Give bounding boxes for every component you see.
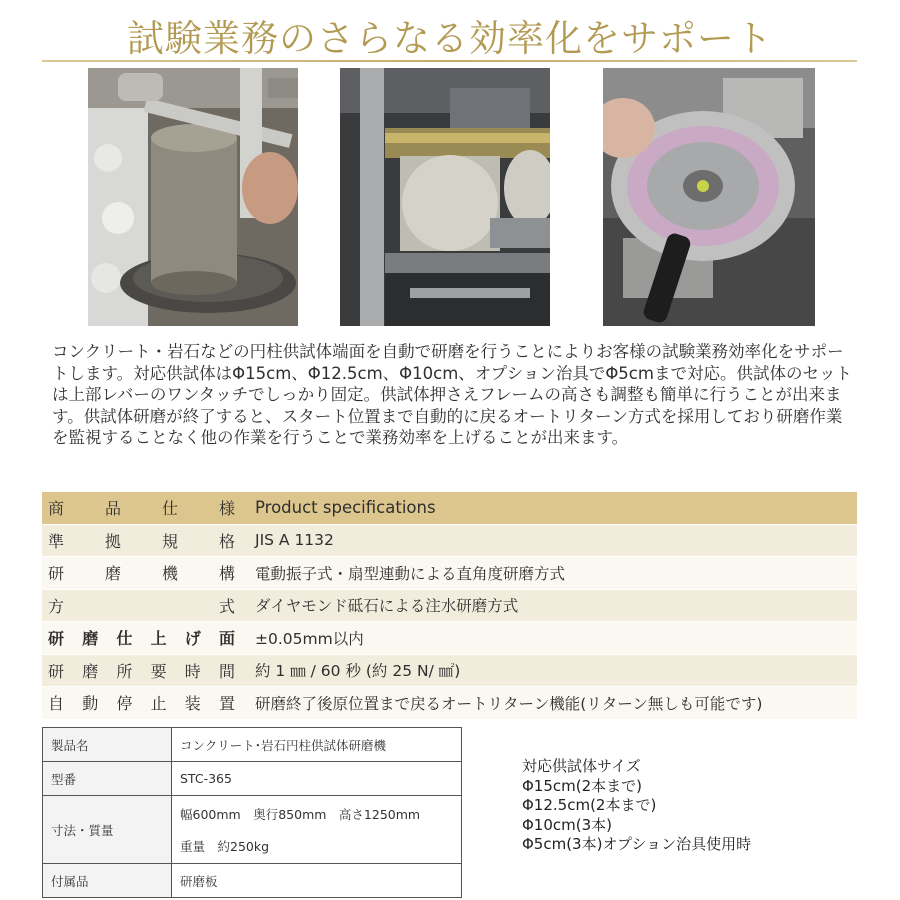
info-value: STC-365 <box>172 762 462 796</box>
spec-label-char: 研 <box>48 564 65 584</box>
spec-label-char: 磨 <box>82 661 99 681</box>
table-row <box>43 728 462 762</box>
product-info-table <box>42 727 462 898</box>
info-value-dims <box>172 796 462 864</box>
spec-label-char: 構 <box>218 564 235 584</box>
spec-label-char: 磨 <box>82 629 99 649</box>
spec-label-char: 仕 <box>161 499 178 519</box>
spec-label-char: 式 <box>218 596 235 616</box>
sizes-heading: 対応供試体サイズ <box>522 757 641 775</box>
spec-label-char: げ <box>184 629 201 649</box>
spec-value: Product specifications <box>255 498 436 518</box>
table-row <box>43 864 462 898</box>
photo-specimen-measurement <box>88 68 298 326</box>
spec-label-char: 研 <box>48 629 65 649</box>
spec-label <box>42 561 247 584</box>
spec-label-char: 品 <box>104 499 121 519</box>
spec-value: 電動振子式・扇型連動による直角度研磨方式 <box>255 564 566 583</box>
spec-label-char: 方 <box>48 596 65 616</box>
spec-value: ダイヤモンド砥石による注水研磨方式 <box>255 597 519 616</box>
spec-value: 研磨終了後原位置まで戻るオートリターン機能(リターン無しも可能です) <box>255 694 763 713</box>
info-key: 製品名 <box>43 728 172 762</box>
spec-row-standard <box>42 525 857 557</box>
photo-grinding-disk <box>603 68 815 326</box>
spec-label-char: 装 <box>184 694 201 714</box>
spec-row-method <box>42 590 857 622</box>
spec-label-char: 磨 <box>104 564 121 584</box>
spec-label-char: 所 <box>116 661 133 681</box>
spec-table <box>42 492 857 720</box>
list-item: Φ5cm(3本)オプション治具使用時 <box>522 835 752 853</box>
spec-label <box>42 691 247 714</box>
info-value: 研磨板 <box>172 864 462 898</box>
description-text: コンクリート・岩石などの円柱供試体端面を自動で研磨を行うことによりお客様の試験業務効率化をサポートします。対応供試体はΦ15cm、Φ12.5cm、Φ10cm、オプション治具でΦ5cmまで対応。供試体のセットは上部レバーのワンタッチでしっかり固定。供試体押さえフレームの高さも調整も簡単に行うことが出来ます。供試体研磨が終了すると、スタート位置まで自動的に戻るオートリターン方式を採用しており研磨作業を監視することなく他の作業を行うことで業務効率を上げることが出来ます。 <box>52 342 852 447</box>
title-divider <box>42 60 857 62</box>
spec-label-char: 機 <box>161 564 178 584</box>
table-row <box>43 796 462 864</box>
spec-label-char: 商 <box>48 499 65 519</box>
spec-label-char: 時 <box>184 661 201 681</box>
weight-text: 重量 約250kg <box>180 838 270 854</box>
spec-label <box>42 594 247 617</box>
spec-label-char: 拠 <box>104 531 121 551</box>
info-value: コンクリート･岩石円柱供試体研磨機 <box>172 728 462 762</box>
spec-label <box>42 529 247 552</box>
spec-label-char: 自 <box>48 694 65 714</box>
spec-row-mechanism <box>42 557 857 589</box>
spec-label-char: 仕 <box>116 629 133 649</box>
list-item: Φ10cm(3本) <box>522 815 613 834</box>
spec-value: JIS A 1132 <box>255 531 334 550</box>
info-key: 型番 <box>43 762 172 796</box>
spec-row-finish <box>42 622 857 654</box>
list-item: Φ15cm(2本まで) <box>522 776 643 795</box>
supported-sizes <box>522 757 751 855</box>
spec-label-char: 間 <box>218 661 235 681</box>
spec-row-autostop <box>42 687 857 719</box>
spec-label-char: 置 <box>218 694 235 714</box>
table-row <box>43 762 462 796</box>
spec-label-char: 面 <box>218 629 235 649</box>
spec-label <box>42 659 247 682</box>
spec-label-char: 準 <box>48 531 65 551</box>
page-title: 試験業務のさらなる効率化をサポート <box>127 17 773 60</box>
info-key: 寸法・質量 <box>43 796 172 864</box>
spec-label <box>42 626 247 649</box>
photo-machine-specimens <box>340 68 550 326</box>
spec-label-char: 規 <box>161 531 178 551</box>
spec-label-char: 上 <box>150 629 167 649</box>
list-item: Φ12.5cm(2本まで) <box>522 796 657 814</box>
spec-label-char: 格 <box>218 531 235 551</box>
info-key: 付属品 <box>43 864 172 898</box>
spec-label <box>42 496 247 519</box>
spec-label-char: 止 <box>150 694 167 714</box>
dims-text: 幅600mm 奥行850mm 高さ1250mm <box>180 806 421 822</box>
spec-label-char: 動 <box>82 694 99 714</box>
spec-label-char: 停 <box>116 694 133 714</box>
spec-value: 約 1 ㎜ / 60 秒 (約 25 N/ ㎟) <box>255 662 461 681</box>
spec-value: ±0.05mm以内 <box>255 629 364 648</box>
spec-row-header <box>42 492 857 524</box>
spec-row-time <box>42 655 857 687</box>
spec-label-char: 研 <box>48 661 65 681</box>
spec-label-char: 要 <box>150 661 167 681</box>
spec-label-char: 様 <box>218 499 235 519</box>
